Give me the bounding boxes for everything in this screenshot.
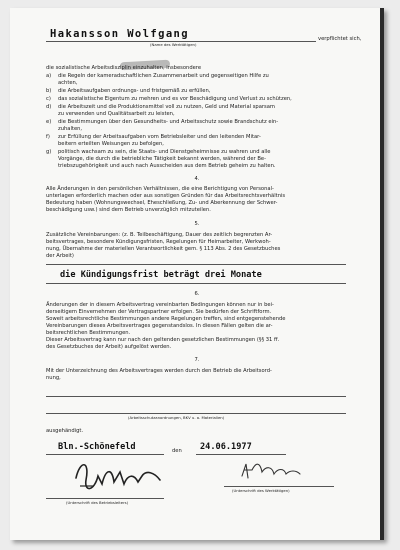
duty-text: achten, <box>58 80 78 86</box>
employee-name: Hakansson Wolfgang <box>50 28 189 40</box>
place: Bln.-Schönefeld <box>58 442 136 452</box>
section5-text: beitsvertrages, besondere Kündigungsfristen, Regelungen für Heimarbeiter, Werkwoh- <box>46 239 271 245</box>
duty-text: die Arbeitszeit und die Produktionsmittel voll zu nutzen, Geld und Material sparsam <box>58 104 275 110</box>
duty-marker: b) <box>46 88 52 94</box>
section5-text: Zusätzliche Vereinbarungen: (z. B. Teilbeschäftigung, Dauer des zeitlich begrenzten Ar- <box>46 232 273 238</box>
duty-text: zu verwenden und Qualitätsarbeit zu leisten, <box>58 111 175 117</box>
handed-out-label: ausgehändigt. <box>46 428 84 434</box>
section4-text: beschädigung usw.) sind dem Betrieb unverzüglich mitzuteilen. <box>46 207 211 213</box>
section6-text: beitsrechtlichen Bestimmungen. <box>46 330 131 336</box>
duty-text: triebszugehörigkeit und auch nach Ausscheiden aus dem Betrieb geheim zu halten. <box>58 163 276 169</box>
duty-text: politisch wachsam zu sein, die Staats- und Dienstgeheimnisse zu wahren und alle <box>58 149 271 155</box>
duty-text: zuhalten, <box>58 126 83 132</box>
duty-marker: c) <box>46 96 51 102</box>
signature-caption-left: (Unterschrift des Betriebsleiters) <box>66 500 129 505</box>
obligation-suffix: verpflichtet sich, <box>318 36 362 42</box>
section6-text: Änderungen der in diesem Arbeitsvertrag vereinbarten Bedingungen können nur in bei- <box>46 302 274 308</box>
section5-text: der Arbeit) <box>46 253 74 259</box>
duty-text: beitern erteilten Weisungen zu befolgen, <box>58 141 164 147</box>
blank-line <box>46 413 346 414</box>
duty-text: zur Erfüllung der Arbeitsaufgaben vom Betriebsleiter und den leitenden Mitar- <box>58 134 261 140</box>
section7-text: Mit der Unterzeichnung des Arbeitsvertrages werden durch den Betrieb die Arbeitsord- <box>46 368 272 374</box>
blank-line <box>46 283 346 284</box>
blank-line <box>46 396 346 397</box>
date-line <box>196 454 286 455</box>
duty-marker: a) <box>46 73 52 79</box>
section6-text: Dieser Arbeitsvertrag kann nur nach den geltenden gesetzlichen Bestimmungen (§§ 31 ff. <box>46 337 280 343</box>
signature-line-right <box>224 486 334 487</box>
duty-text: die Regeln der kameradschaftlichen Zusammenarbeit und gegenseitigen Hilfe zu <box>58 73 269 79</box>
section6-text: derseitigem Einvernehmen der Vertragspartner erfolgen. Sie bedürfen der Schriftform. <box>46 309 272 315</box>
signature-betriebsleiter <box>68 456 168 496</box>
duties-intro: die sozialistische Arbeitsdisziplin einzuhalten, insbesondere <box>46 65 202 71</box>
duty-marker: f) <box>46 134 50 140</box>
section5-text: nung, Übernahme der materiellen Verantwortlichkeit gem. § 113 Abs. 2 des Gesetzbuches <box>46 246 281 252</box>
typed-agreement: die Kündigungsfrist beträgt drei Monate <box>60 270 262 280</box>
section4-text: unterlagen erforderlich machen oder aus sonstigen Gründen für das Arbeitsrechtsverhältnis <box>46 193 286 199</box>
date-prefix: den <box>172 448 182 454</box>
section6-text: des Gesetzbuches der Arbeit) aufgelöst werden. <box>46 344 172 350</box>
signature-werktaetiger <box>238 456 308 486</box>
duty-text: die Arbeitsaufgaben ordnungs- und fristgemäß zu erfüllen, <box>58 88 211 94</box>
signature-caption-right: (Unterschrift des Werktätigen) <box>232 488 290 493</box>
duty-text: Vorgänge, die durch die betriebliche Tätigkeit bekannt werden, während der Be- <box>58 156 266 162</box>
duty-marker: g) <box>46 149 52 155</box>
page-edge <box>380 8 384 540</box>
section-number: 6. <box>194 291 200 297</box>
section-number: 5. <box>194 221 200 227</box>
duty-text: das sozialistische Eigentum zu mehren und es vor Beschädigung und Verlust zu schützen, <box>58 96 292 102</box>
duty-marker: d) <box>46 104 52 110</box>
duty-text: die Bestimmungen über den Gesundheits- und Arbeitsschutz sowie Brandschutz ein- <box>58 119 279 125</box>
section6-text: Vereinbarungen dieses Arbeitsvertrages gegenstandslos. In diesen Fällen gelten die ar- <box>46 323 273 329</box>
section-number: 4. <box>194 176 200 182</box>
duty-marker: e) <box>46 119 52 125</box>
section6-text: Soweit arbeitsrechtliche Bestimmungen andere Regelungen treffen, sind entgegenstehende <box>46 316 286 322</box>
place-line <box>46 454 164 455</box>
blank-line <box>46 264 346 265</box>
section-number: 7. <box>194 357 200 363</box>
section4-text: Alle Änderungen in den persönlichen Verhältnissen, die eine Berichtigung von Personal- <box>46 186 274 192</box>
name-caption: (Name des Werktätigen) <box>150 42 197 47</box>
section4-text: Bedeutung haben (Wohnungswechsel, Eheschließung, Zu- und Aberkennung der Schwer- <box>46 200 278 206</box>
signature-line-left <box>46 498 164 499</box>
contract-page <box>10 8 384 540</box>
date: 24.06.1977 <box>200 442 252 452</box>
section7-text: nung, <box>46 375 61 381</box>
section7-caption: (Arbeitsschutzanordnungen, BKV u. a. Materialien) <box>128 415 225 420</box>
